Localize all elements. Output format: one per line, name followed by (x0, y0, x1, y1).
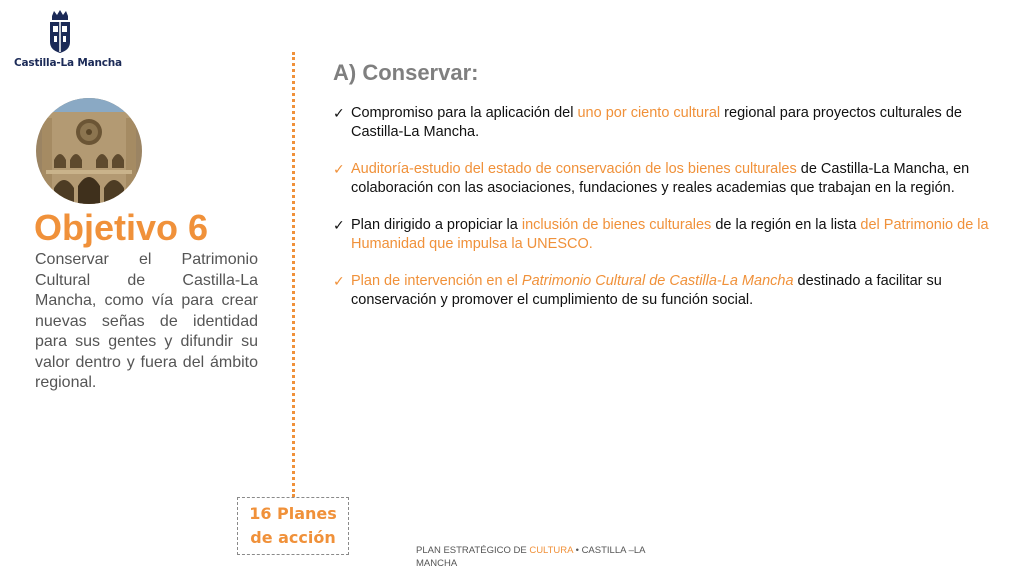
logo (14, 10, 122, 72)
objective-title: Objetivo 6 (34, 207, 209, 248)
dotted-divider (292, 52, 295, 497)
checkmark-icon: ✓ (333, 105, 345, 121)
footer: PLAN ESTRATÉGICO DE CULTURA • CASTILLA –LA MANCHA (416, 545, 645, 569)
action-plans-label: de acción (250, 528, 336, 547)
checkmark-icon: ✓ (333, 273, 345, 289)
action-plans-box (237, 497, 349, 555)
logo-text: Castilla-La Mancha (14, 57, 122, 69)
coat-of-arms-icon (46, 10, 74, 54)
bullet-item: ✓ Plan de intervención en el Patrimonio Cultural de Castilla-La Mancha destinado a facilitar su conservación y promover el cumplimiento de su función social. (333, 273, 942, 308)
checkmark-icon: ✓ (333, 217, 345, 233)
bullet-list (333, 104, 998, 328)
bullet-item: ✓ Plan dirigido a propiciar la inclusión de bienes culturales de la región en la lista del Patrimonio de la Humanidad que impulsa la UNESCO. (333, 217, 989, 252)
section-heading: A) Conservar: (333, 60, 479, 85)
action-plans-count: 16 Planes (249, 504, 337, 523)
bullet-item: ✓ Compromiso para la aplicación del uno por ciento cultural regional para proyectos culturales de Castilla-La Mancha. (333, 105, 962, 140)
bullet-item: ✓ Auditoría-estudio del estado de conservación de los bienes culturales de Castilla-La Mancha, en colaboración con las asociaciones, fundaciones y reales academias que trabajan en la región. (333, 161, 970, 196)
objective-description: Conservar el Patrimonio Cultural de Castilla-La Mancha, como vía para crear nuevas señas de identidad para sus gentes y difundir su valor dentro y fuera del ámbito regional. (35, 251, 258, 391)
cathedral-photo (36, 98, 142, 204)
checkmark-icon: ✓ (333, 161, 345, 177)
